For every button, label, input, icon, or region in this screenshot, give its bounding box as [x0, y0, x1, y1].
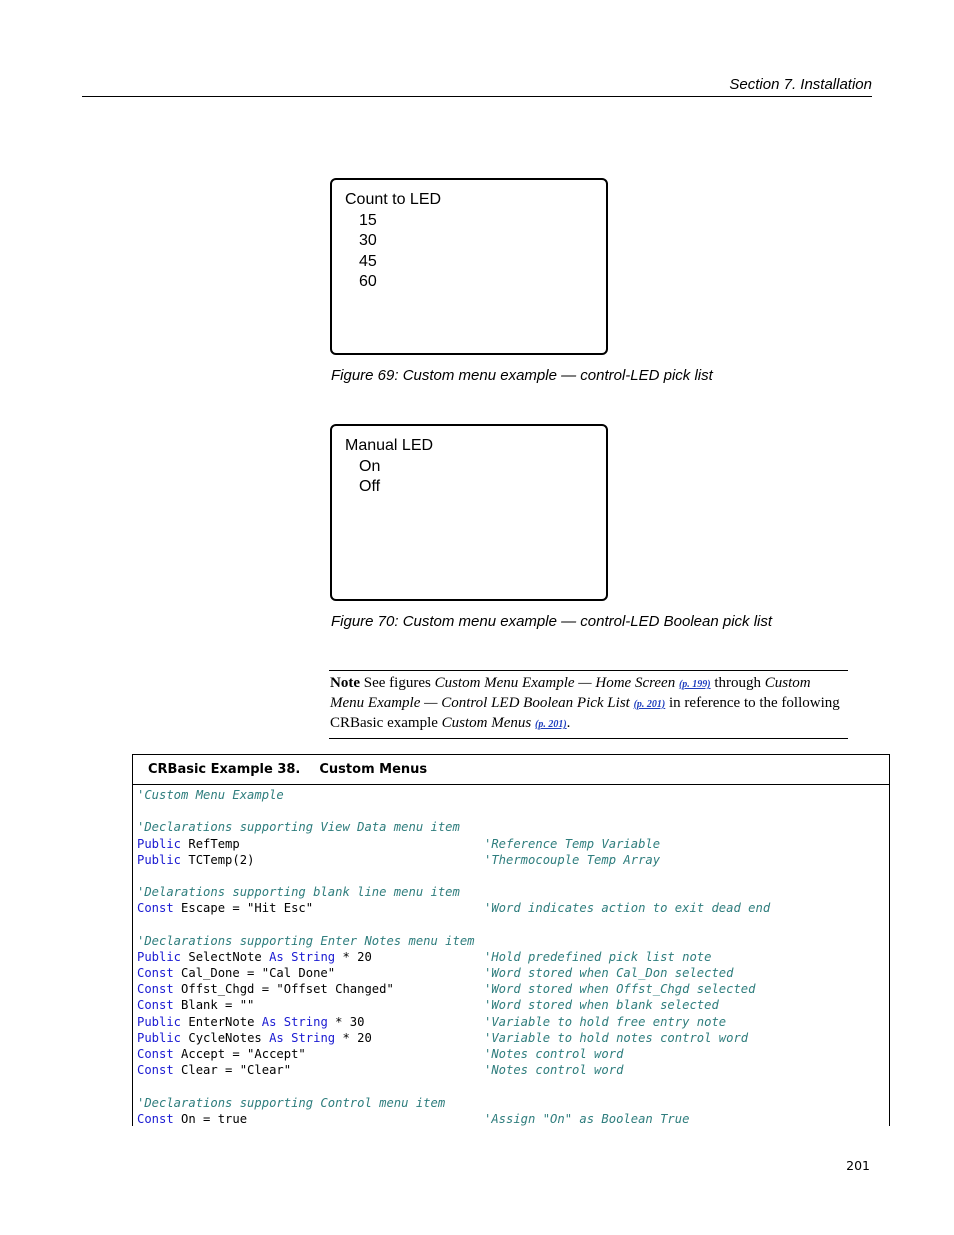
code-statement — [137, 1095, 445, 1111]
code-comment: 'Notes control word — [484, 1047, 624, 1061]
code-keyword: Public — [137, 1014, 182, 1029]
code-line — [137, 933, 889, 949]
code-comment: 'Custom Menu Example — [137, 788, 284, 802]
code-statement — [137, 933, 475, 949]
code-statement — [137, 981, 394, 997]
code-keyword: Const — [137, 901, 174, 916]
lcd-title: Manual LED — [345, 437, 434, 454]
code-keyword: Const — [137, 998, 174, 1013]
code-comment: 'Word stored when blank selected — [484, 998, 719, 1013]
lcd-option: 45 — [359, 252, 377, 270]
note-text: . — [566, 715, 571, 731]
code-statement — [137, 1111, 247, 1126]
code-text: * 20 — [335, 949, 372, 964]
code-text: Clear = "Clear" — [173, 1063, 292, 1078]
code-text: Escape = "Hit Esc" — [173, 901, 314, 916]
code-text: Cal_Done = "Cal Done" — [173, 966, 336, 981]
code-line — [137, 787, 889, 803]
code-text: EnterNote — [181, 1014, 262, 1029]
code-line — [137, 868, 889, 884]
code-statement — [137, 949, 372, 965]
code-comment: 'Thermocouple Temp Array — [484, 852, 661, 867]
lcd-option: 15 — [359, 211, 377, 229]
code-comment: 'Word indicates action to exit dead end — [484, 901, 771, 916]
note-box — [329, 670, 848, 739]
code-keyword: Public — [137, 1030, 182, 1045]
code-comment: 'Declarations supporting View Data menu item — [137, 820, 460, 835]
lcd-option: 60 — [359, 273, 377, 290]
code-line — [137, 1046, 889, 1062]
note-text: through — [710, 675, 765, 691]
code-keyword: As String — [261, 1014, 328, 1029]
page-link[interactable]: (p. 199) — [678, 679, 711, 690]
code-text: SelectNote — [181, 949, 270, 964]
code-comment: 'Declarations supporting Control menu item — [137, 1095, 446, 1110]
lcd-option: 30 — [359, 232, 377, 249]
code-text: * 20 — [335, 1030, 372, 1045]
code-keyword: Public — [137, 836, 182, 851]
code-comment: 'Word stored when Cal_Don selected — [484, 966, 734, 981]
code-statement — [137, 852, 254, 868]
code-comment: 'Variable to hold notes control word — [484, 1030, 749, 1045]
code-comment: 'Notes control word — [484, 1063, 624, 1078]
note-text: in reference to the following CRBasic example — [330, 695, 840, 731]
code-text: On = true — [173, 1111, 248, 1126]
code-keyword: Public — [137, 852, 182, 867]
lcd-screen-count-to-led — [330, 178, 608, 355]
code-listing — [133, 785, 889, 1126]
lcd-screen-manual-led — [330, 424, 608, 601]
code-line — [137, 1095, 889, 1111]
code-line — [137, 836, 889, 852]
code-statement — [137, 965, 335, 981]
note-label: Note — [330, 675, 360, 691]
code-text: RefTemp — [181, 836, 240, 851]
page-link[interactable]: (p. 201) — [535, 719, 567, 730]
code-text: * 30 — [327, 1014, 365, 1029]
code-keyword: Const — [137, 982, 174, 997]
header-rule — [82, 96, 872, 97]
code-line — [137, 1078, 889, 1094]
code-line — [137, 819, 889, 835]
lcd-option: Off — [359, 478, 381, 495]
running-header: Section 7. Installation — [729, 76, 872, 93]
figure-caption: Figure 69: Custom menu example — control-LED pick list — [331, 367, 713, 384]
code-keyword: As String — [269, 1030, 336, 1045]
code-text: Accept = "Accept" — [173, 1047, 306, 1061]
figure-caption: Figure 70: Custom menu example — control-LED Boolean pick list — [331, 613, 773, 630]
note-figure-ref: Custom Menu Example — Control LED Boolean Pick List — [330, 675, 811, 711]
code-line — [137, 965, 889, 981]
code-line — [137, 852, 889, 868]
code-comment: 'Reference Temp Variable — [484, 836, 661, 851]
code-statement — [137, 1046, 306, 1062]
code-line — [137, 803, 889, 819]
code-line — [137, 1014, 889, 1030]
code-comment: 'Hold predefined pick list note — [484, 949, 712, 964]
code-keyword: Const — [137, 1111, 174, 1126]
example-number: CRBasic Example 38. — [148, 762, 301, 777]
code-statement — [137, 787, 284, 803]
code-statement — [137, 1014, 364, 1030]
code-statement — [137, 1062, 291, 1078]
code-text: Offst_Chgd = "Offset Changed" — [173, 982, 394, 997]
code-comment: 'Assign "On" as Boolean True — [484, 1111, 690, 1126]
code-keyword: Const — [137, 966, 174, 981]
code-text: Blank = "" — [173, 998, 255, 1013]
code-comment: 'Word stored when Offst_Chgd selected — [484, 982, 756, 997]
code-statement — [137, 997, 254, 1013]
code-line — [137, 1111, 889, 1126]
note-example-ref: Custom Menus — [441, 715, 532, 731]
code-text: CycleNotes — [181, 1030, 270, 1045]
code-example-title — [133, 755, 889, 785]
code-keyword: Const — [137, 1063, 174, 1078]
example-name: Custom Menus — [319, 762, 428, 777]
code-keyword: As String — [269, 949, 336, 964]
code-text: TCTemp(2) — [181, 852, 255, 867]
lcd-option: On — [359, 457, 381, 475]
page-link[interactable]: (p. 201) — [633, 699, 666, 710]
code-comment: 'Declarations supporting Enter Notes menu item — [137, 933, 475, 948]
code-keyword: Public — [137, 949, 182, 964]
code-line — [137, 949, 889, 965]
code-line — [137, 884, 889, 900]
note-figure-ref: Custom Menu Example — Home Screen — [434, 675, 676, 691]
code-line — [137, 900, 889, 916]
code-comment: 'Variable to hold free entry note — [484, 1014, 727, 1029]
code-statement — [137, 1030, 372, 1046]
page-number: 201 — [846, 1158, 870, 1173]
code-statement — [137, 884, 460, 900]
code-line — [137, 917, 889, 933]
code-statement — [137, 836, 240, 852]
code-line — [137, 997, 889, 1013]
code-line — [137, 1062, 889, 1078]
code-example-box — [132, 754, 890, 1126]
code-statement — [137, 900, 313, 916]
code-comment: 'Delarations supporting blank line menu item — [137, 885, 460, 900]
code-line — [137, 981, 889, 997]
code-statement — [137, 819, 460, 835]
note-text: See figures — [360, 675, 435, 691]
lcd-title: Count to LED — [345, 191, 442, 208]
code-keyword: Const — [137, 1047, 174, 1061]
code-line — [137, 1030, 889, 1046]
